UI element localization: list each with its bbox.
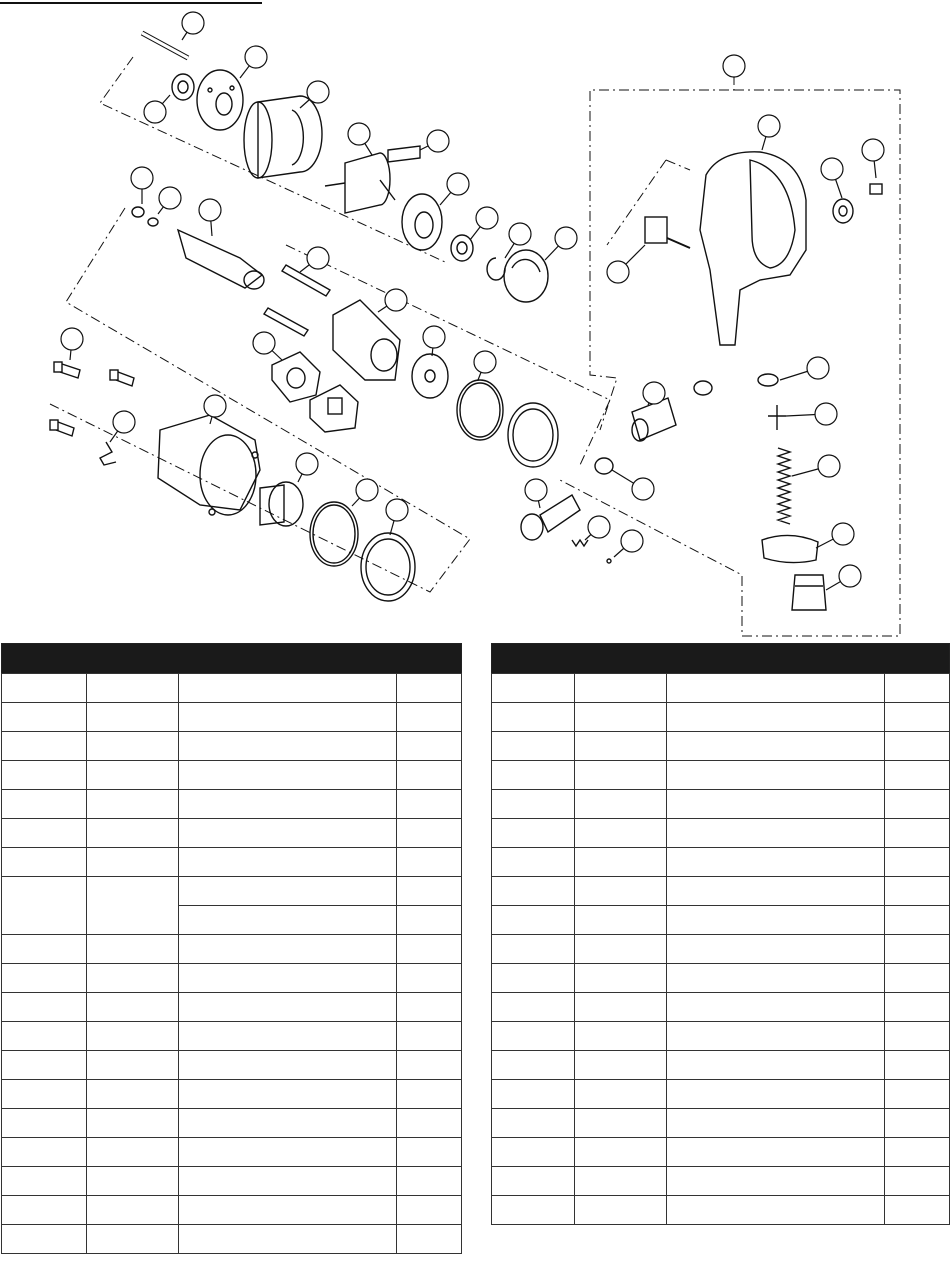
callout-balloon: [253, 332, 282, 360]
table-cell: [397, 848, 462, 877]
table-cell: [667, 732, 885, 761]
retaining-ring-part: [487, 258, 505, 280]
table-cell: [87, 848, 179, 877]
table-cell: [885, 935, 950, 964]
table-cell: [2, 819, 87, 848]
callout-balloon: [110, 411, 135, 442]
spring-part: [778, 448, 790, 524]
table-cell: [87, 1051, 179, 1080]
table-cell: [885, 1109, 950, 1138]
table-cell: [397, 935, 462, 964]
table-cell: [667, 935, 885, 964]
table-cell: [2, 848, 87, 877]
o-ring-small-part: [132, 207, 144, 217]
callout-balloon: [420, 130, 449, 152]
callout-balloon: [144, 95, 170, 123]
table-cell: [2, 1109, 87, 1138]
table-cell: [87, 703, 179, 732]
table-row: [492, 1022, 950, 1051]
table-row: [492, 848, 950, 877]
callout-balloon: [723, 55, 745, 78]
table-cell: [179, 1022, 397, 1051]
table-cell: [575, 935, 667, 964]
table-row: [492, 1167, 950, 1196]
table-cell: [492, 1167, 575, 1196]
table-cell: [492, 703, 575, 732]
valve-stem-part: [768, 405, 786, 430]
table-cell: [575, 1167, 667, 1196]
table-header-row: [2, 644, 462, 674]
callout-balloon: [440, 173, 469, 205]
table-row: [2, 819, 462, 848]
table-cell: [2, 993, 87, 1022]
table-cell: [179, 819, 397, 848]
o-ring-inlet-part: [595, 458, 613, 474]
group-outline-hammer: [50, 208, 610, 592]
reverse-valve-part: [645, 217, 690, 248]
table-cell: [2, 877, 87, 935]
table-cell: [397, 877, 462, 906]
table-row: [492, 1080, 950, 1109]
table-cell: [885, 1051, 950, 1080]
throttle-valve-part: [521, 495, 580, 540]
callout-balloon: [585, 516, 610, 540]
table-cell: [885, 1167, 950, 1196]
table-row: [2, 1167, 462, 1196]
table-cell: [667, 761, 885, 790]
table-cell: [667, 1138, 885, 1167]
callout-balloon: [474, 351, 496, 380]
table-cell: [575, 964, 667, 993]
table-row: [2, 703, 462, 732]
callout-balloon: [296, 453, 318, 482]
rear-end-plate-part: [197, 70, 243, 130]
pin-short-part: [264, 308, 308, 336]
callout-balloon: [786, 403, 837, 425]
table-row: [2, 1138, 462, 1167]
table-row: [492, 1138, 950, 1167]
table-cell: [575, 1051, 667, 1080]
table-row: [2, 877, 462, 906]
boot-part: [361, 533, 415, 601]
table-cell: [179, 1138, 397, 1167]
table-cell: [885, 906, 950, 935]
table-cell: [87, 877, 179, 935]
table-row: [492, 877, 950, 906]
table-cell: [492, 877, 575, 906]
screw-small-part: [870, 184, 882, 194]
table-cell: [87, 993, 179, 1022]
table-cell: [179, 1080, 397, 1109]
table-cell: [2, 1167, 87, 1196]
table-cell: [885, 761, 950, 790]
bolt-part: [54, 362, 80, 378]
anvil-part: [178, 230, 264, 289]
callout-balloon: [505, 223, 531, 258]
callout-balloon: [182, 12, 204, 40]
table-cell: [397, 703, 462, 732]
table-cell: [179, 732, 397, 761]
table-cell: [179, 964, 397, 993]
table-cell: [397, 819, 462, 848]
table-cell: [575, 703, 667, 732]
callout-balloon: [758, 115, 780, 150]
air-inlet-part: [792, 575, 826, 610]
washer-part: [412, 354, 448, 398]
bearing-small-part: [172, 74, 194, 100]
table-cell: [2, 1051, 87, 1080]
table-cell: [492, 1051, 575, 1080]
callout-balloon: [821, 158, 843, 198]
table-cell: [885, 732, 950, 761]
callout-balloon: [545, 227, 577, 260]
table-row: [492, 906, 950, 935]
callout-balloon: [378, 289, 407, 312]
table-cell: [575, 732, 667, 761]
table-cell: [575, 761, 667, 790]
table-cell: [667, 906, 885, 935]
table-cell: [885, 1022, 950, 1051]
table-cell: [179, 1051, 397, 1080]
callout-balloon: [240, 46, 267, 78]
table-cell: [397, 964, 462, 993]
table-cell: [179, 1196, 397, 1225]
callout-balloon: [131, 167, 153, 204]
table-cell: [2, 674, 87, 703]
table-cell: [885, 1196, 950, 1225]
table-cell: [492, 993, 575, 1022]
table-row: [492, 703, 950, 732]
table-cell: [2, 732, 87, 761]
table-cell: [87, 1109, 179, 1138]
rotor-part: [325, 153, 395, 213]
callout-balloon: [792, 455, 840, 477]
o-ring-part: [457, 380, 503, 440]
table-cell: [397, 1196, 462, 1225]
callout-balloon: [525, 479, 547, 508]
table-row: [2, 993, 462, 1022]
table-cell: [397, 1080, 462, 1109]
table-cell: [87, 761, 179, 790]
table-cell: [667, 703, 885, 732]
table-cell: [2, 1138, 87, 1167]
clip-part: [100, 442, 116, 465]
table-cell: [885, 877, 950, 906]
table-cell: [2, 1022, 87, 1051]
table-cell: [179, 761, 397, 790]
nut-part: [833, 199, 853, 223]
table-cell: [492, 732, 575, 761]
housing-part: [700, 152, 806, 345]
table-cell: [397, 1225, 462, 1254]
table-cell: [667, 964, 885, 993]
table-cell: [885, 848, 950, 877]
table-cell: [885, 674, 950, 703]
table-cell: [397, 1109, 462, 1138]
table-row: [492, 790, 950, 819]
table-cell: [179, 877, 397, 906]
callout-balloon: [352, 479, 378, 506]
table-cell: [397, 1022, 462, 1051]
parts-table-left: [1, 643, 462, 1254]
table-cell: [492, 1080, 575, 1109]
table-cell: [667, 1196, 885, 1225]
table-cell: [575, 993, 667, 1022]
o-ring-handle-part: [694, 381, 712, 395]
cylinder-part: [244, 96, 322, 178]
table-row: [2, 732, 462, 761]
table-cell: [667, 1080, 885, 1109]
table-row: [492, 819, 950, 848]
table-cell: [575, 790, 667, 819]
hammer-cage-part: [333, 300, 400, 380]
table-cell: [87, 935, 179, 964]
group-outline-handle: [560, 75, 900, 636]
table-row: [492, 761, 950, 790]
table-cell: [179, 1225, 397, 1254]
table-cell: [87, 790, 179, 819]
table-cell: [667, 993, 885, 1022]
table-cell: [492, 964, 575, 993]
table-cell: [397, 906, 462, 935]
table-row: [2, 790, 462, 819]
table-row: [492, 964, 950, 993]
table-cell: [667, 848, 885, 877]
table-cell: [492, 1109, 575, 1138]
callout-balloon: [862, 139, 884, 178]
table-header-row: [492, 644, 950, 674]
table-cell: [492, 1022, 575, 1051]
table-cell: [575, 1022, 667, 1051]
parts-table-right: [491, 643, 950, 1225]
table-cell: [575, 1138, 667, 1167]
table-cell: [397, 732, 462, 761]
table-cell: [2, 1196, 87, 1225]
hammer-case-part: [158, 415, 260, 515]
table-cell: [492, 790, 575, 819]
table-cell: [575, 1080, 667, 1109]
table-row: [492, 993, 950, 1022]
table-cell: [397, 674, 462, 703]
table-cell: [397, 993, 462, 1022]
callout-balloon: [61, 328, 83, 360]
table-row: [492, 1196, 950, 1225]
table-row: [2, 1196, 462, 1225]
table-cell: [2, 1225, 87, 1254]
valve-seat-part: [758, 374, 778, 386]
washer-small-part: [148, 218, 158, 226]
table-cell: [87, 1138, 179, 1167]
table-cell: [885, 1080, 950, 1109]
table-cell: [179, 935, 397, 964]
table-cell: [179, 906, 397, 935]
ball-part: [607, 559, 611, 563]
table-cell: [667, 1022, 885, 1051]
table-row: [2, 1109, 462, 1138]
table-cell: [492, 819, 575, 848]
table-cell: [575, 1196, 667, 1225]
table-cell: [397, 790, 462, 819]
gasket-large-part: [508, 403, 558, 467]
table-row: [492, 1109, 950, 1138]
callout-balloon: [386, 499, 408, 535]
callout-balloon: [607, 245, 645, 283]
callout-balloon: [470, 207, 498, 240]
table-cell: [575, 674, 667, 703]
spring-small-part: [572, 540, 588, 546]
table-cell: [87, 1196, 179, 1225]
table-cell: [2, 790, 87, 819]
table-cell: [492, 1138, 575, 1167]
table-cell: [2, 703, 87, 732]
exhaust-deflector-part: [762, 535, 818, 562]
callout-balloon: [816, 523, 854, 548]
table-cell: [397, 1051, 462, 1080]
callout-balloon: [614, 530, 643, 557]
table-cell: [885, 993, 950, 1022]
vane-part: [388, 146, 420, 162]
table-cell: [2, 935, 87, 964]
table-cell: [575, 1109, 667, 1138]
hammer-part: [272, 352, 320, 402]
table-cell: [397, 1167, 462, 1196]
table-cell: [397, 761, 462, 790]
callout-balloon: [612, 470, 654, 500]
table-row: [2, 1051, 462, 1080]
gasket-part: [504, 250, 548, 302]
table-cell: [575, 877, 667, 906]
table-row: [492, 1051, 950, 1080]
table-cell: [492, 935, 575, 964]
table-cell: [179, 703, 397, 732]
callout-balloon: [300, 81, 329, 108]
bolt-part-2: [110, 370, 134, 386]
table-row: [2, 1080, 462, 1109]
callout-balloon: [199, 199, 221, 236]
callout-balloon: [348, 123, 372, 155]
table-row: [2, 674, 462, 703]
table-row: [2, 964, 462, 993]
exploded-view-diagram: [0, 0, 951, 640]
table-cell: [492, 674, 575, 703]
table-row: [492, 674, 950, 703]
table-cell: [667, 1109, 885, 1138]
bushing-part: [260, 482, 303, 526]
table-row: [2, 1022, 462, 1051]
table-cell: [667, 674, 885, 703]
pin-part: [142, 33, 188, 58]
table-cell: [667, 1051, 885, 1080]
table-row: [2, 848, 462, 877]
table-cell: [492, 848, 575, 877]
o-ring-large-part: [310, 502, 358, 566]
table-row: [2, 761, 462, 790]
table-cell: [179, 1109, 397, 1138]
table-cell: [87, 674, 179, 703]
table-cell: [2, 964, 87, 993]
table-cell: [87, 964, 179, 993]
table-row: [492, 935, 950, 964]
table-cell: [2, 1080, 87, 1109]
table-cell: [885, 703, 950, 732]
table-cell: [87, 1225, 179, 1254]
pin-long-part: [282, 265, 330, 296]
table-cell: [667, 877, 885, 906]
table-cell: [667, 1167, 885, 1196]
table-cell: [179, 674, 397, 703]
table-cell: [885, 819, 950, 848]
table-row: [2, 935, 462, 964]
table-cell: [87, 1167, 179, 1196]
table-cell: [87, 732, 179, 761]
table-cell: [492, 1196, 575, 1225]
group-outline-motor: [100, 57, 445, 262]
table-row: [2, 1225, 462, 1254]
table-cell: [397, 1138, 462, 1167]
table-cell: [179, 1167, 397, 1196]
table-row: [492, 732, 950, 761]
table-cell: [885, 964, 950, 993]
table-cell: [179, 848, 397, 877]
table-cell: [2, 761, 87, 790]
callout-balloon: [423, 326, 445, 356]
table-cell: [87, 1022, 179, 1051]
table-cell: [179, 993, 397, 1022]
callout-balloon: [780, 357, 829, 380]
table-cell: [667, 790, 885, 819]
table-cell: [667, 819, 885, 848]
table-cell: [179, 790, 397, 819]
callout-balloons: [61, 12, 884, 590]
bearing-part: [451, 235, 473, 261]
table-cell: [575, 848, 667, 877]
callout-balloon: [158, 187, 181, 214]
front-end-plate-part: [402, 194, 442, 250]
table-cell: [885, 790, 950, 819]
table-cell: [885, 1138, 950, 1167]
callout-balloon: [826, 565, 861, 590]
table-cell: [575, 819, 667, 848]
bolt-part-3: [50, 420, 74, 436]
table-cell: [492, 761, 575, 790]
table-cell: [87, 1080, 179, 1109]
callout-balloon: [204, 395, 226, 424]
table-cell: [575, 906, 667, 935]
callout-balloon: [300, 247, 329, 272]
table-cell: [87, 819, 179, 848]
table-cell: [492, 906, 575, 935]
callout-balloon: [643, 382, 665, 405]
